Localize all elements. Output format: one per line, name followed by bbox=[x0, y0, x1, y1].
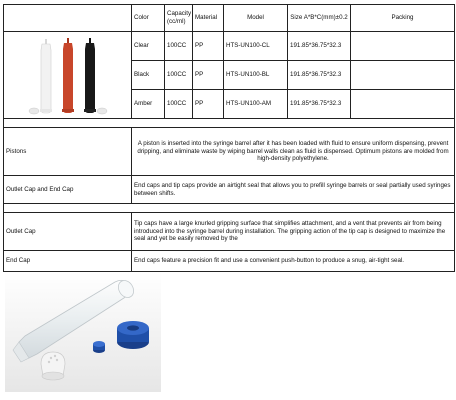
product-material: PP bbox=[193, 90, 224, 119]
header-color: Color bbox=[132, 5, 165, 32]
header-empty bbox=[4, 5, 132, 32]
syringe-components-image bbox=[5, 272, 161, 392]
blue-tip-cap bbox=[93, 341, 105, 353]
product-size: 191.85*36.75*32.3 bbox=[288, 61, 351, 90]
product-model: HTS-UN100-CL bbox=[224, 32, 288, 61]
product-size: 191.85*36.75*32.3 bbox=[288, 90, 351, 119]
product-material: PP bbox=[193, 61, 224, 90]
product-material: PP bbox=[193, 32, 224, 61]
spacer-cell bbox=[4, 119, 455, 128]
product-size: 191.85*36.75*32.3 bbox=[288, 32, 351, 61]
header-row bbox=[4, 5, 455, 32]
product-color: Amber bbox=[132, 90, 165, 119]
product-packing bbox=[351, 90, 455, 119]
syringe-barrels-image bbox=[4, 33, 132, 117]
clear-barrel bbox=[40, 39, 52, 113]
end-cap-row bbox=[4, 251, 455, 272]
product-capacity: 100CC bbox=[165, 32, 193, 61]
product-capacity: 100CC bbox=[165, 61, 193, 90]
amber-barrel bbox=[62, 38, 74, 113]
product-model: HTS-UN100-BL bbox=[224, 61, 288, 90]
product-model: HTS-UN100-AM bbox=[224, 90, 288, 119]
outlet-cap-row bbox=[4, 213, 455, 251]
header-packing: Packing bbox=[351, 5, 455, 32]
product-color: Clear bbox=[132, 32, 165, 61]
header-model: Model bbox=[224, 5, 288, 32]
product-capacity: 100CC bbox=[165, 90, 193, 119]
spacer-row bbox=[4, 204, 455, 213]
black-barrel bbox=[84, 38, 96, 113]
header-size: Size A*B*C(mm)±0.2 bbox=[288, 5, 351, 32]
product-packing bbox=[351, 61, 455, 90]
pistons-label: Pistons bbox=[4, 128, 132, 176]
table-row bbox=[4, 32, 455, 61]
pistons-row bbox=[4, 128, 455, 176]
spacer-row bbox=[4, 119, 455, 128]
outlet-cap-description: Tip caps have a large knurled gripping surface that simplifies attachment, and a vent that prevents air from being introduced into the syringe barrel during installation. The gripping action of the tip cap is designed to maximize the seal and yet be easily removed by the bbox=[132, 213, 455, 251]
end-cap-description: End caps feature a precision fit and use a convenient push-button to produce a snug, air-tight seal. bbox=[132, 251, 455, 272]
outlet-end-cap-label: Outlet Cap and End Cap bbox=[4, 176, 132, 204]
components-photo bbox=[5, 272, 161, 392]
blue-end-cap bbox=[117, 321, 149, 349]
pistons-description: A piston is inserted into the syringe barrel after it has been loaded with fluid to ensure uniform dispensing, prevent dripping, and eliminate waste by wiping barrel walls clean as fluid is dispensed. Optimum pistons are molded from high-density polyethylene. bbox=[132, 128, 455, 176]
outlet-end-cap-row bbox=[4, 176, 455, 204]
white-piston bbox=[41, 352, 65, 380]
end-cap-label: End Cap bbox=[4, 251, 132, 272]
outlet-end-cap-description: End caps and tip caps provide an airtight seal that allows you to prefill syringe barrels or seal partially used syringes between shifts. bbox=[132, 176, 455, 204]
product-color: Black bbox=[132, 61, 165, 90]
barrels-photo bbox=[4, 32, 132, 119]
product-packing bbox=[351, 32, 455, 61]
header-capacity: Capacity (cc/ml) bbox=[165, 5, 193, 32]
outlet-cap-label: Outlet Cap bbox=[4, 213, 132, 251]
product-spec-table bbox=[3, 4, 455, 272]
spacer-cell bbox=[4, 204, 455, 213]
header-material: Material bbox=[193, 5, 224, 32]
